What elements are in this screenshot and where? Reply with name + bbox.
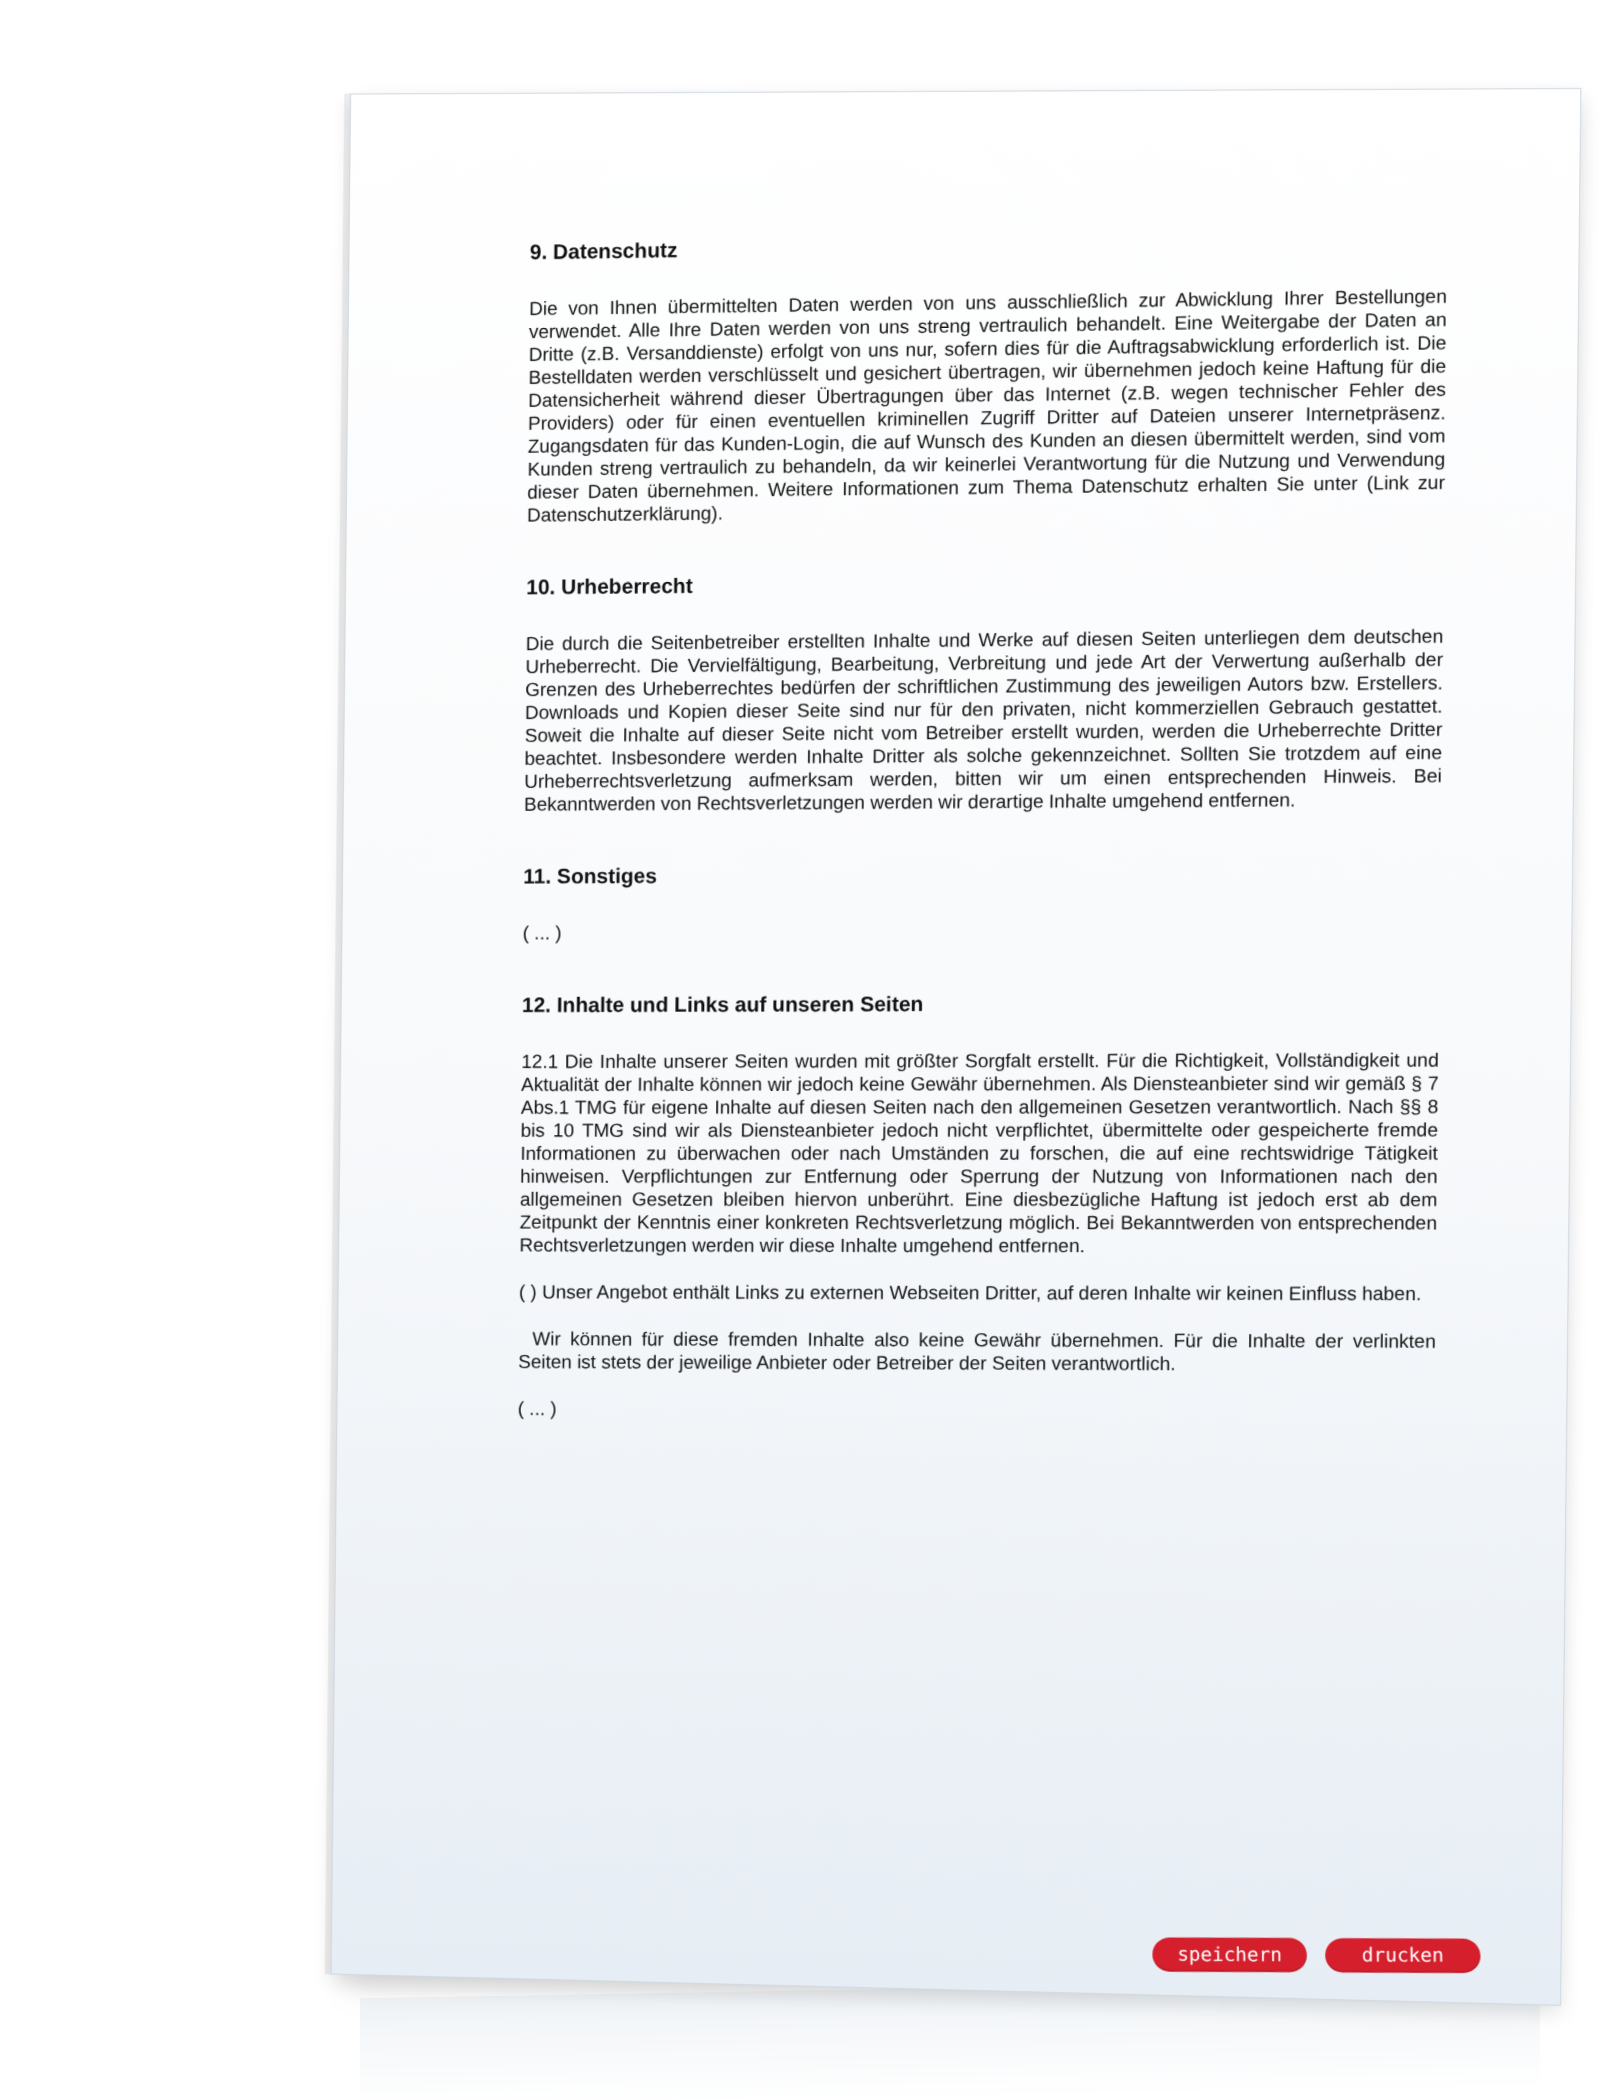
section-heading: 10. Urheberrecht (526, 574, 693, 600)
section-sonstiges (523, 861, 1441, 945)
warranty-paragraph: Wir können für diese fremden Inhalte also keine Gewähr übernehmen. Für die Inhalte der verlinkten Seiten ist stets der jeweilige Anbieter oder Betreiber der Seiten verantwortlich. (518, 1329, 1436, 1376)
section-placeholder: ( ... ) (517, 1398, 557, 1421)
section-paragraph: Die von Ihnen übermittelten Daten werden von uns ausschließlich zur Abwicklung Ihrer Bestellungen verwendet. Alle Ihre Daten werden von uns streng vertraulich behandelt. Eine Weitergabe der Daten an Dritte (z.B. Versanddienste) erfolgt von uns nur, sofern dies für die Auftragsabwicklung erforderlich ist. Die Bestelldaten werden verschlüsselt und gesichert übertragen, wir übernehmen jedoch keine Haftung für die Datensicherheit während dieser Übertragungen über das Internet (z.B. wegen technischer Fehler des Providers) oder für einen eventuellen kriminellen Zugriff Dritter auf Dateien unserer Internetpräsenz. Zugangsdaten für das Kunden-Login, die auf Wunsch des Kunden an diesen übermittelt werden, sind vom Kunden streng vertraulich zu behandeln, da wir keinerlei Verantwortung für die Nutzung und Verwendung dieser Daten übernehmen. Weitere Informationen zum Thema Datenschutz erhalten Sie unter (Link zur Datenschutzerklärung). (526, 286, 1448, 527)
section-datenschutz (527, 228, 1448, 528)
links-paragraph: ( ) Unser Angebot enthält Links zu externen Webseiten Dritter, auf deren Inhalte wir keinen Einfluss haben. (518, 1282, 1422, 1306)
section-paragraph: Die durch die Seitenbetreiber erstellten Inhalte und Werke auf diesen Seiten unterliegen dem deutschen Urheberrecht. Die Vervielfältigung, Bearbeitung, Verbreitung und jede Art der Verwertung außerhalb der Grenzen des Urheberrechtes bedürfen der schriftlichen Zustimmung des jeweiligen Autors bzw. Erstellers. Downloads und Kopien dieser Seite sind nur für den privaten, nicht kommerziellen Gebrauch gestattet. Soweit die Inhalte auf dieser Seite nicht vom Betreiber erstellt wurden, werden die Urheberrechte Dritter beachtet. Insbesondere werden Inhalte Dritter als solche gekennzeichnet. Sollten Sie trotzdem auf eine Urheberrechtsverletzung aufmerksam werden, bitten wir um einen entsprechenden Hinweis. Bei Bekanntwerden von Rechtsverletzungen werden wir derartige Inhalte umgehend entfernen. (523, 626, 1444, 816)
section-heading: 11. Sonstiges (523, 864, 658, 889)
section-urheberrecht (524, 568, 1444, 817)
section-paragraph: 12.1 Die Inhalte unserer Seiten wurden mit größter Sorgfalt erstellt. Für die Richtigkeit, Vollständigkeit und Aktualität der Inhalte können wir jedoch keine Gewähr übernehmen. Als Diensteanbieter sind wir gemäß § 7 Abs.1 TMG für eigene Inhalte auf diesen Seiten nach den allgemeinen Gesetzen verantwortlich. Nach §§ 8 bis 10 TMG sind wir als Diensteanbieter jedoch nicht verpflichtet, übermittelte oder gespeicherte fremde Informationen zu überwachen oder nach Umständen zu forschen, die auf eine rechtswidrige Tätigkeit hinweisen. Verpflichtungen zur Entfernung oder Sperrung der Nutzung von Informationen nach den allgemeinen Gesetzen bleiben hiervon unberührt. Eine diesbezügliche Haftung ist jedoch erst ab dem Zeitpunkt der Kenntnis einer konkreten Rechtsverletzung möglich. Bei Bekanntwerden von entsprechenden Rechtsverletzungen werden wir diese Inhalte umgehend entfernen. (519, 1050, 1439, 1258)
section-heading: 12. Inhalte und Links auf unseren Seiten (521, 993, 924, 1018)
section-heading: 9. Datenschutz (529, 239, 678, 265)
action-buttons (1152, 1937, 1480, 1973)
section-placeholder: ( ... ) (522, 923, 562, 945)
print-button[interactable]: drucken (1325, 1938, 1481, 1973)
document-content (517, 228, 1448, 1474)
save-button[interactable]: speichern (1152, 1937, 1307, 1972)
section-inhalte-links (518, 992, 1440, 1425)
document-page (331, 88, 1582, 2006)
